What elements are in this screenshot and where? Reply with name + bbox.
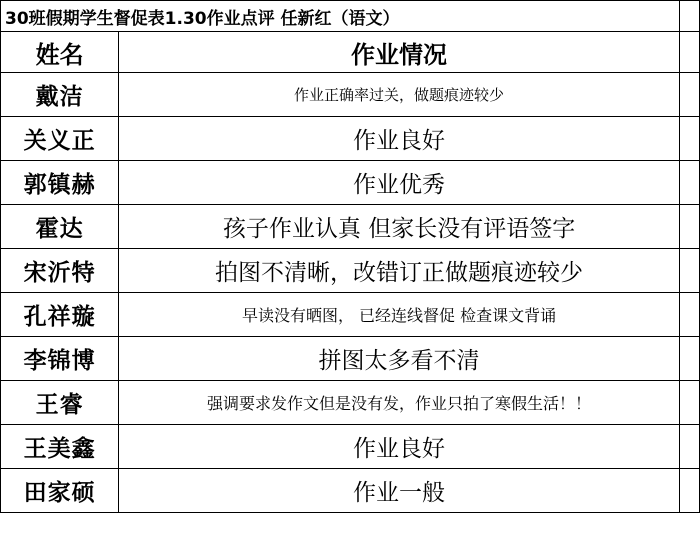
header-cell-comment[interactable]: [119, 32, 680, 73]
student-comment-cell[interactable]: [119, 117, 680, 161]
student-name-cell[interactable]: [1, 381, 119, 425]
student-comment: 早读没有晒图， 已经连线督促 检查课文背诵: [241, 306, 557, 325]
student-name: 关义正: [23, 128, 96, 154]
table-header-row: [1, 32, 700, 73]
row-tail-cell[interactable]: [679, 161, 699, 205]
student-comment-cell[interactable]: [119, 293, 680, 337]
title-row-tail-cell[interactable]: [679, 1, 699, 32]
student-comment-cell[interactable]: [119, 337, 680, 381]
row-tail-cell[interactable]: [679, 469, 699, 513]
student-comment: 拍图不清晰，改错订正做题痕迹较少: [215, 260, 584, 286]
table-row: [1, 293, 700, 337]
student-comment: 作业良好: [353, 436, 446, 462]
row-tail-cell[interactable]: [679, 205, 699, 249]
student-name: 李锦博: [23, 348, 96, 374]
table-body: [1, 1, 700, 513]
table-row: [1, 205, 700, 249]
row-tail-cell[interactable]: [679, 425, 699, 469]
header-cell-name[interactable]: [1, 32, 119, 73]
student-name: 王美鑫: [23, 436, 96, 462]
student-name: 霍达: [35, 216, 84, 242]
student-comment-cell[interactable]: [119, 73, 680, 117]
student-name: 宋沂特: [23, 260, 96, 286]
row-tail-cell[interactable]: [679, 337, 699, 381]
table-title-cell[interactable]: [1, 1, 680, 32]
student-comment: 强调要求发作文但是没有发，作业只拍了寒假生活！！: [207, 394, 592, 413]
student-comment: 作业良好: [353, 128, 446, 154]
student-comment-cell[interactable]: [119, 205, 680, 249]
student-name-cell[interactable]: [1, 469, 119, 513]
student-comment-cell[interactable]: [119, 161, 680, 205]
student-comment-cell[interactable]: [119, 469, 680, 513]
student-name-cell[interactable]: [1, 337, 119, 381]
column-header-name: 姓名: [35, 40, 84, 69]
student-comment: 作业优秀: [353, 172, 446, 198]
row-tail-cell[interactable]: [679, 249, 699, 293]
student-name-cell[interactable]: [1, 249, 119, 293]
student-comment-cell[interactable]: [119, 425, 680, 469]
student-comment: 作业一般: [353, 480, 446, 506]
student-comment: 作业正确率过关，做题痕迹较少: [294, 86, 505, 104]
student-name-cell[interactable]: [1, 205, 119, 249]
student-name-cell[interactable]: [1, 161, 119, 205]
student-comment-cell[interactable]: [119, 249, 680, 293]
header-row-tail-cell[interactable]: [679, 32, 699, 73]
student-name-cell[interactable]: [1, 117, 119, 161]
table-row: [1, 469, 700, 513]
table-row: [1, 249, 700, 293]
student-name: 田家硕: [23, 480, 96, 506]
table-row: [1, 337, 700, 381]
table-row: [1, 117, 700, 161]
student-name-cell[interactable]: [1, 293, 119, 337]
row-tail-cell[interactable]: [679, 293, 699, 337]
student-comment: 拼图太多看不清: [318, 348, 480, 374]
row-tail-cell[interactable]: [679, 381, 699, 425]
student-comment: 孩子作业认真 但家长没有评语签字: [222, 216, 576, 242]
column-header-comment: 作业情况: [351, 40, 448, 69]
page-title: 30班假期学生督促表1.30作业点评 任新红（语文）: [5, 8, 400, 29]
student-name: 戴洁: [35, 84, 84, 110]
student-name-cell[interactable]: [1, 73, 119, 117]
student-name: 郭镇赫: [23, 172, 96, 198]
student-name-cell[interactable]: [1, 425, 119, 469]
row-tail-cell[interactable]: [679, 117, 699, 161]
table-title-row: [1, 1, 700, 32]
table-row: [1, 73, 700, 117]
table-row: [1, 425, 700, 469]
row-tail-cell[interactable]: [679, 73, 699, 117]
table-row: [1, 381, 700, 425]
student-name: 王睿: [35, 392, 84, 418]
student-comment-cell[interactable]: [119, 381, 680, 425]
student-name: 孔祥璇: [23, 304, 96, 330]
table-row: [1, 161, 700, 205]
